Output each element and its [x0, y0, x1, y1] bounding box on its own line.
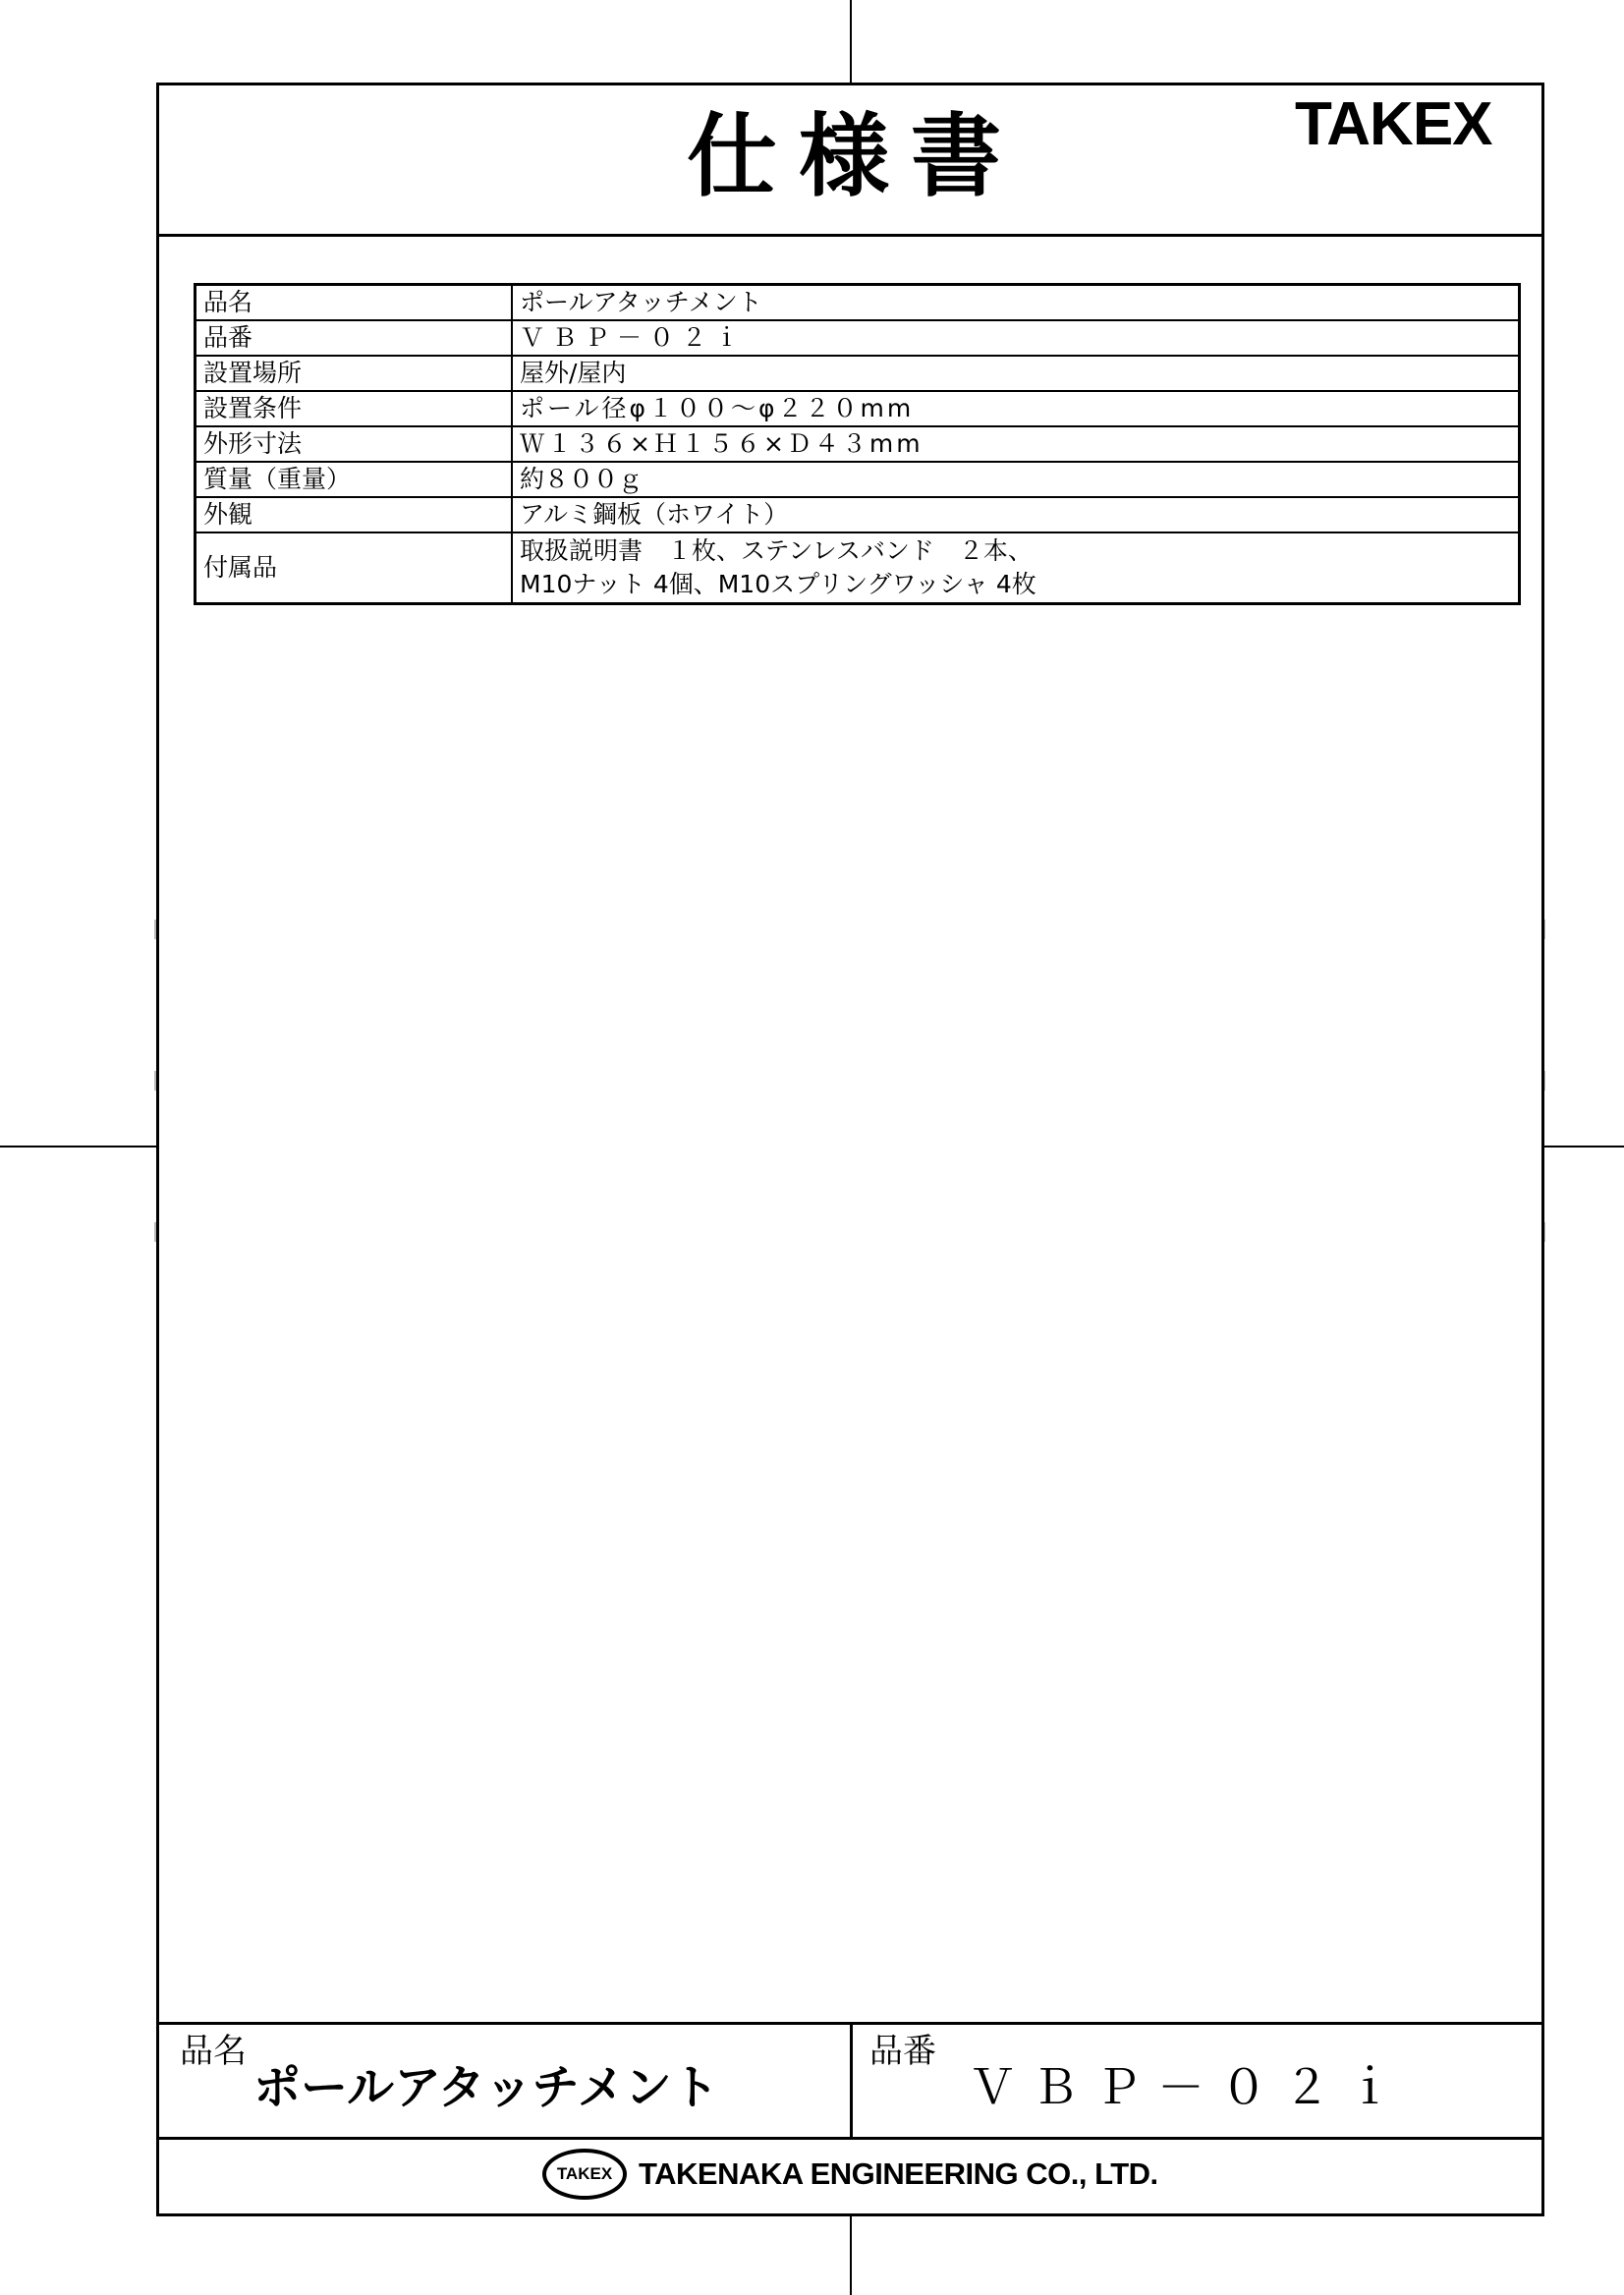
- row-value: ポールアタッチメント: [512, 285, 1520, 321]
- spec-table: [194, 283, 1521, 605]
- row-value: アルミ鋼板（ホワイト）: [512, 497, 1520, 532]
- row-value: ＶＢＰ－０２ｉ: [512, 320, 1520, 356]
- footer-name-value: ポールアタッチメント: [253, 2060, 719, 2115]
- row-value-multiline: [512, 532, 1520, 604]
- row-label: 品番: [196, 320, 513, 356]
- table-row: [196, 320, 1520, 356]
- crop-mark-right: [1544, 1146, 1624, 1148]
- row-value: 約８００ｇ: [512, 462, 1520, 497]
- table-row: [196, 285, 1520, 321]
- row-label: 設置場所: [196, 356, 513, 391]
- row-label: 品名: [196, 285, 513, 321]
- row-label: 付属品: [196, 532, 513, 604]
- table-row: [196, 391, 1520, 426]
- row-value-line2: M10ナット 4個、M10スプリングワッシャ 4枚: [520, 570, 1036, 598]
- row-label: 質量（重量）: [196, 462, 513, 497]
- table-row: [196, 356, 1520, 391]
- table-row: [196, 532, 1520, 604]
- takex-oval-logo: TAKEX: [542, 2149, 627, 2200]
- table-row: [196, 497, 1520, 532]
- footer-number-label: 品番: [869, 2032, 936, 2071]
- takex-logo: TAKEX: [1295, 90, 1492, 158]
- footer-name-label: 品名: [180, 2032, 247, 2071]
- document-title: 仕様書: [686, 104, 1023, 209]
- company-signature: [542, 2147, 1158, 2202]
- row-label: 外形寸法: [196, 426, 513, 462]
- footer-number-value: ＶＢＰ－０２ｉ: [969, 2060, 1410, 2115]
- row-value: 屋外/屋内: [512, 356, 1520, 391]
- table-row: [196, 462, 1520, 497]
- row-label: 設置条件: [196, 391, 513, 426]
- row-label: 外観: [196, 497, 513, 532]
- crop-mark-bottom: [850, 2216, 852, 2295]
- footer-divider-vertical: [850, 2022, 853, 2139]
- company-name: TAKENAKA ENGINEERING CO., LTD.: [639, 2156, 1158, 2191]
- table-row: [196, 426, 1520, 462]
- row-value: ポール径φ１００～φ２２０mm: [512, 391, 1520, 426]
- row-value: Ｗ１３６×Ｈ１５６×Ｄ４３mm: [512, 426, 1520, 462]
- row-value-line1: 取扱説明書 １枚、ステンレスバンド ２本、: [520, 536, 1033, 565]
- crop-mark-left: [0, 1146, 156, 1148]
- header-divider: [156, 234, 1544, 237]
- crop-mark-top: [850, 0, 852, 83]
